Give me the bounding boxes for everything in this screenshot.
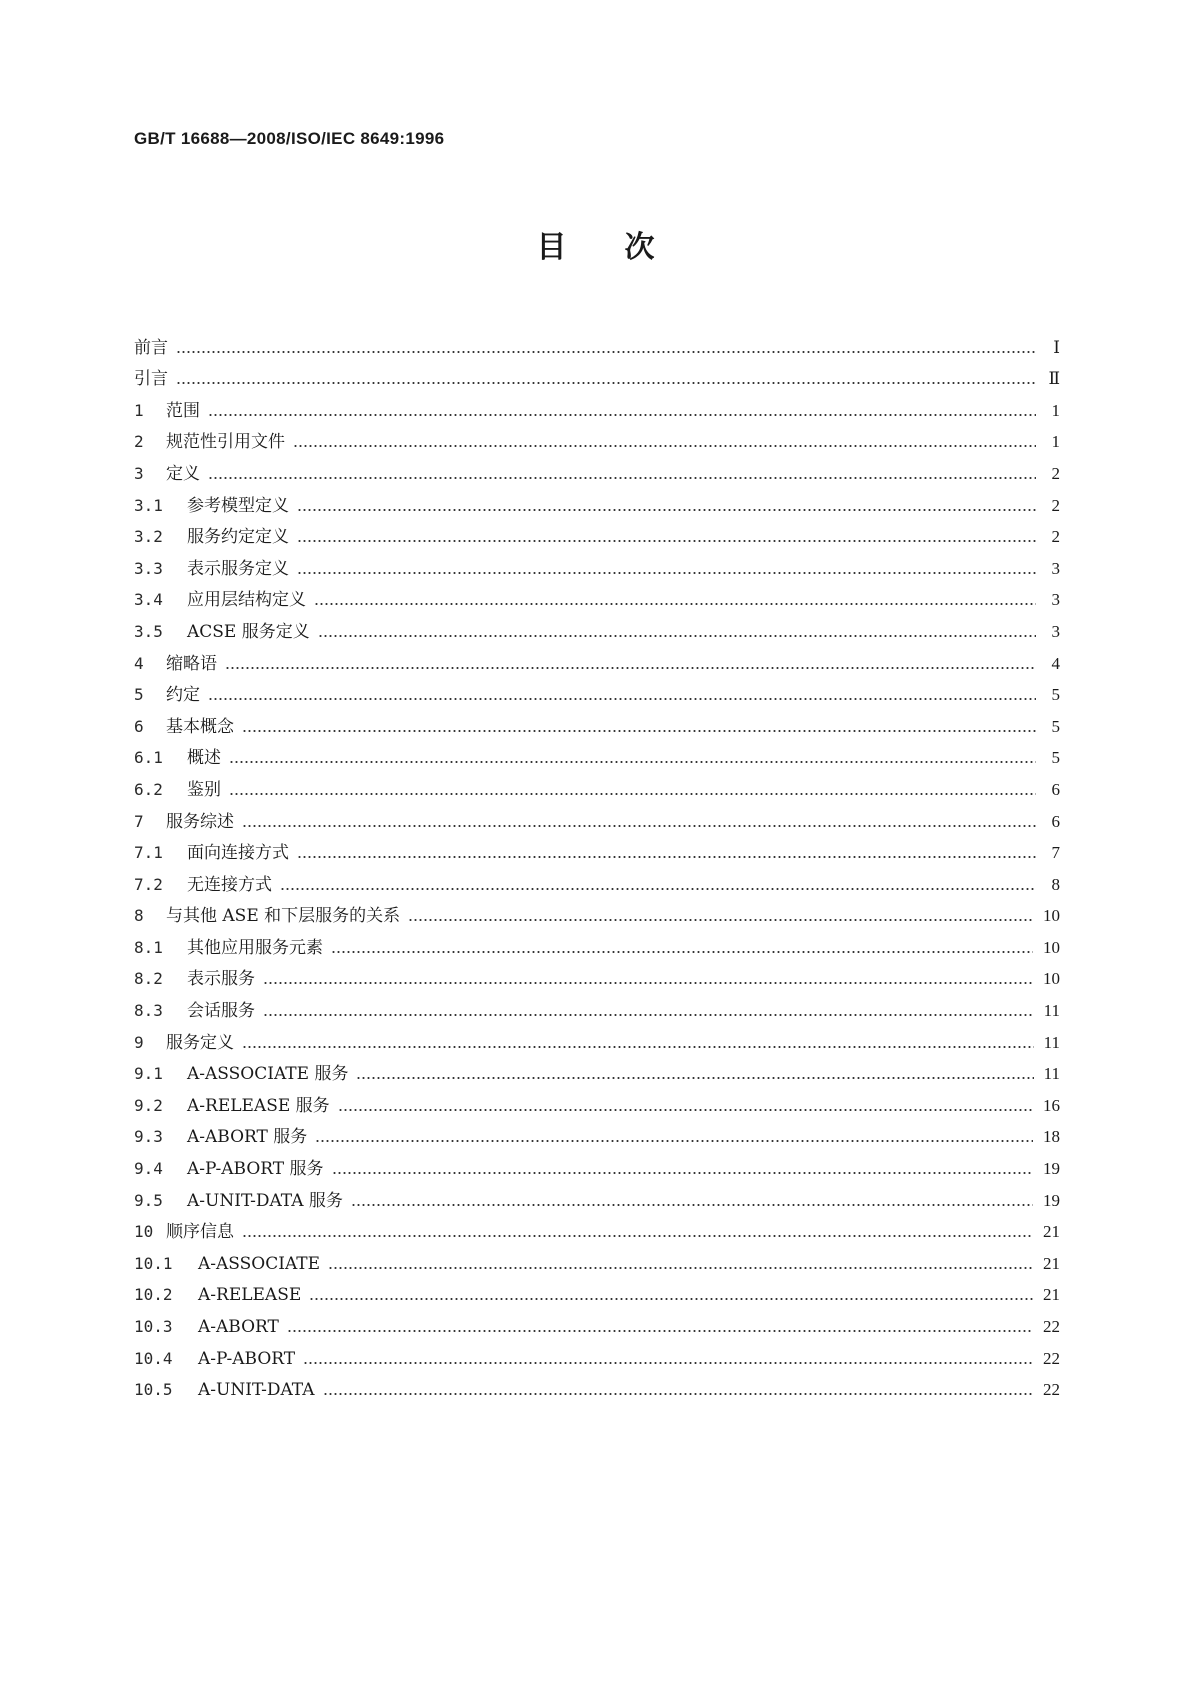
toc-entry-title: A-ASSOCIATE 服务 xyxy=(187,1064,349,1085)
toc-entry-number: 3.1 xyxy=(134,495,163,515)
toc-entry-page: Ⅰ xyxy=(1053,337,1060,357)
toc-entry-page: 10 xyxy=(1043,969,1060,989)
toc-entry-number: 9.2 xyxy=(134,1095,163,1115)
toc-entry-title: 基本概念 xyxy=(166,716,234,737)
toc-entry-number: 3 xyxy=(134,463,144,483)
toc-entry[interactable] xyxy=(134,959,1060,991)
toc-entry-page: 3 xyxy=(1051,558,1060,578)
toc-entry-number: 10.3 xyxy=(134,1317,173,1336)
toc-entry-number: 3.5 xyxy=(134,621,163,641)
toc-entry-page: 11 xyxy=(1043,1001,1060,1021)
toc-entry-number: 9.4 xyxy=(134,1159,163,1179)
toc-entry-number: 6.2 xyxy=(134,779,163,799)
toc-entry[interactable] xyxy=(134,1085,1060,1117)
dot-leader xyxy=(338,1109,1033,1111)
toc-entry-number: 8.1 xyxy=(134,937,163,957)
toc-entry-number: 2 xyxy=(134,432,144,452)
toc-entry-title: 前言 xyxy=(134,337,168,358)
toc-entry-title: 参考模型定义 xyxy=(187,495,289,516)
toc-entry-title: 引言 xyxy=(134,369,168,390)
toc-entry[interactable] xyxy=(134,422,1060,454)
toc-entry-number: 6.1 xyxy=(134,748,163,768)
dot-leader xyxy=(208,414,1036,416)
toc-entry[interactable] xyxy=(134,1370,1060,1402)
toc-entry-number: 9.5 xyxy=(134,1190,163,1210)
toc-entry-title: 无连接方式 xyxy=(187,874,272,895)
toc-entry-page: 11 xyxy=(1043,1064,1060,1084)
toc-entry[interactable] xyxy=(134,1022,1060,1054)
dot-leader xyxy=(303,1362,1033,1364)
toc-entry-page: 1 xyxy=(1051,432,1060,452)
toc-entry[interactable] xyxy=(134,485,1060,517)
toc-entry-title: 服务定义 xyxy=(166,1032,234,1053)
toc-entry[interactable] xyxy=(134,453,1060,485)
dot-leader xyxy=(318,635,1036,637)
toc-entry-number: 8 xyxy=(134,906,144,926)
toc-entry[interactable] xyxy=(134,1212,1060,1244)
dot-leader xyxy=(331,951,1033,953)
toc-entry-title: 表示服务定义 xyxy=(187,558,289,579)
toc-entry-page: 3 xyxy=(1051,621,1060,641)
toc-entry-page: 10 xyxy=(1043,906,1060,926)
dot-leader xyxy=(263,982,1033,984)
toc-entry[interactable] xyxy=(134,1054,1060,1086)
toc-entry-title: A-P-ABORT 服务 xyxy=(187,1159,324,1180)
toc-entry[interactable] xyxy=(134,359,1060,391)
toc-entry-title: 其他应用服务元素 xyxy=(187,937,323,958)
toc-entry[interactable] xyxy=(134,706,1060,738)
toc-entry-number: 3.2 xyxy=(134,527,163,547)
toc-entry-page: 5 xyxy=(1051,716,1060,736)
toc-entry-page: 18 xyxy=(1043,1127,1060,1147)
dot-leader xyxy=(242,1046,1034,1048)
dot-leader xyxy=(297,856,1036,858)
toc-entry-number: 8.2 xyxy=(134,969,163,989)
dot-leader xyxy=(309,1298,1033,1300)
toc-entry-title: 范围 xyxy=(166,400,200,421)
toc-entry-title: 规范性引用文件 xyxy=(166,432,285,453)
toc-entry-title: 表示服务 xyxy=(187,969,255,990)
dot-leader xyxy=(293,445,1036,447)
dot-leader xyxy=(208,477,1036,479)
toc-entry-page: 5 xyxy=(1051,685,1060,705)
toc-entry[interactable] xyxy=(134,327,1060,359)
toc-entry-title: 定义 xyxy=(166,463,200,484)
toc-entry-title: A-ASSOCIATE xyxy=(198,1253,321,1274)
toc-entry-page: 21 xyxy=(1043,1253,1060,1273)
toc-entry-page: 6 xyxy=(1051,779,1060,799)
toc-entry-number: 6 xyxy=(134,716,144,736)
toc-entry-title: A-RELEASE 服务 xyxy=(187,1095,330,1116)
dot-leader xyxy=(229,793,1036,795)
toc-entry-page: 2 xyxy=(1051,495,1060,515)
toc-entry-page: 22 xyxy=(1043,1317,1060,1336)
dot-leader xyxy=(225,667,1036,669)
toc-entry-title: A-P-ABORT xyxy=(198,1348,296,1369)
dot-leader xyxy=(287,1330,1033,1332)
toc-entry[interactable] xyxy=(134,864,1060,896)
dot-leader xyxy=(332,1172,1033,1174)
table-of-contents xyxy=(134,327,1060,1401)
toc-entry-number: 10.5 xyxy=(134,1380,173,1400)
toc-entry-number: 8.3 xyxy=(134,1001,163,1021)
toc-heading: 目次 xyxy=(536,230,713,265)
toc-entry-page: 2 xyxy=(1051,463,1060,483)
toc-entry[interactable] xyxy=(134,643,1060,675)
toc-entry-page: 1 xyxy=(1051,400,1060,420)
toc-entry-number: 4 xyxy=(134,653,144,673)
dot-leader xyxy=(356,1077,1033,1079)
toc-entry[interactable] xyxy=(134,1306,1060,1338)
toc-entry-number: 5 xyxy=(134,685,144,705)
dot-leader xyxy=(351,1204,1033,1206)
toc-entry-page: 5 xyxy=(1051,748,1060,768)
toc-entry-page: 16 xyxy=(1043,1095,1060,1115)
toc-entry-page: 7 xyxy=(1051,843,1060,863)
toc-entry[interactable] xyxy=(134,1148,1060,1180)
toc-entry-title: A-UNIT-DATA 服务 xyxy=(187,1190,343,1211)
toc-entry[interactable] xyxy=(134,517,1060,549)
toc-entry[interactable] xyxy=(134,833,1060,865)
toc-entry-number: 10 xyxy=(134,1222,154,1242)
toc-entry[interactable] xyxy=(134,675,1060,707)
toc-entry-title: 服务约定定义 xyxy=(187,527,289,548)
toc-entry[interactable] xyxy=(134,896,1060,928)
toc-entry[interactable] xyxy=(134,769,1060,801)
toc-entry-number: 3.4 xyxy=(134,590,163,610)
toc-entry-title: 约定 xyxy=(166,685,200,706)
toc-entry[interactable] xyxy=(134,1338,1060,1370)
toc-entry-page: 21 xyxy=(1043,1222,1060,1242)
toc-entry-title: 缩略语 xyxy=(166,653,217,674)
dot-leader xyxy=(323,1393,1034,1395)
toc-entry-number: 7.1 xyxy=(134,843,163,863)
toc-entry-number: 9 xyxy=(134,1032,144,1052)
toc-entry-title: A-RELEASE xyxy=(198,1285,302,1306)
dot-leader xyxy=(242,825,1036,827)
dot-leader xyxy=(297,509,1036,511)
toc-entry-page: 8 xyxy=(1051,874,1060,894)
standard-code: GB/T 16688—2008/ISO/IEC 8649:1996 xyxy=(134,129,445,148)
toc-entry-number: 10.2 xyxy=(134,1285,173,1305)
dot-leader xyxy=(297,572,1036,574)
toc-entry-title: A-ABORT xyxy=(198,1317,279,1337)
toc-entry[interactable] xyxy=(134,990,1060,1022)
dot-leader xyxy=(328,1267,1033,1269)
toc-entry-page: 2 xyxy=(1051,527,1060,547)
dot-leader xyxy=(176,351,1036,353)
toc-entry-page: 19 xyxy=(1043,1190,1060,1210)
toc-entry[interactable] xyxy=(134,611,1060,643)
toc-entry-title: 面向连接方式 xyxy=(187,843,289,864)
toc-entry-page: 4 xyxy=(1051,653,1060,673)
toc-entry-page: 6 xyxy=(1051,811,1060,831)
toc-entry-page: 22 xyxy=(1043,1348,1060,1368)
toc-entry-number: 9.3 xyxy=(134,1127,163,1147)
toc-entry-page: Ⅱ xyxy=(1048,369,1060,389)
dot-leader xyxy=(315,1140,1033,1142)
dot-leader xyxy=(408,919,1033,921)
toc-entry[interactable] xyxy=(134,580,1060,612)
toc-entry-number: 9.1 xyxy=(134,1064,163,1084)
toc-entry-title: 会话服务 xyxy=(187,1001,255,1022)
toc-entry-number: 3.3 xyxy=(134,558,163,578)
toc-entry[interactable] xyxy=(134,927,1060,959)
dot-leader xyxy=(263,1014,1034,1016)
toc-entry-title: 顺序信息 xyxy=(166,1222,234,1243)
toc-entry[interactable] xyxy=(134,1243,1060,1275)
toc-entry-title: 应用层结构定义 xyxy=(187,590,306,611)
toc-entry-number: 10.4 xyxy=(134,1348,173,1368)
toc-entry-page: 10 xyxy=(1043,937,1060,957)
dot-leader xyxy=(208,698,1036,700)
dot-leader xyxy=(242,730,1036,732)
toc-entry-title: ACSE 服务定义 xyxy=(187,621,310,642)
dot-leader xyxy=(176,382,1036,384)
toc-entry[interactable] xyxy=(134,738,1060,770)
dot-leader xyxy=(229,761,1036,763)
dot-leader xyxy=(314,603,1036,605)
toc-entry[interactable] xyxy=(134,1180,1060,1212)
toc-entry-title: 服务综述 xyxy=(166,811,234,832)
toc-entry[interactable] xyxy=(134,390,1060,422)
toc-entry-number: 7.2 xyxy=(134,874,163,894)
toc-entry-number: 7 xyxy=(134,811,144,831)
toc-entry-page: 19 xyxy=(1043,1159,1060,1179)
toc-entry[interactable] xyxy=(134,1117,1060,1149)
toc-entry[interactable] xyxy=(134,548,1060,580)
toc-entry-number: 1 xyxy=(134,400,144,420)
toc-entry-title: 概述 xyxy=(187,748,221,769)
toc-entry-page: 22 xyxy=(1043,1380,1060,1400)
toc-entry[interactable] xyxy=(134,801,1060,833)
toc-entry-title: 鉴别 xyxy=(187,779,221,800)
toc-entry-title: A-ABORT 服务 xyxy=(187,1127,308,1148)
toc-entry-page: 21 xyxy=(1043,1285,1060,1305)
dot-leader xyxy=(297,540,1036,542)
dot-leader xyxy=(280,888,1036,890)
toc-entry-number: 10.1 xyxy=(134,1253,173,1273)
toc-entry-page: 3 xyxy=(1051,590,1060,610)
toc-entry-title: A-UNIT-DATA xyxy=(198,1380,315,1401)
toc-entry-title: 与其他 ASE 和下层服务的关系 xyxy=(166,906,401,927)
dot-leader xyxy=(242,1235,1033,1237)
toc-entry[interactable] xyxy=(134,1275,1060,1307)
toc-entry-page: 11 xyxy=(1043,1032,1060,1052)
